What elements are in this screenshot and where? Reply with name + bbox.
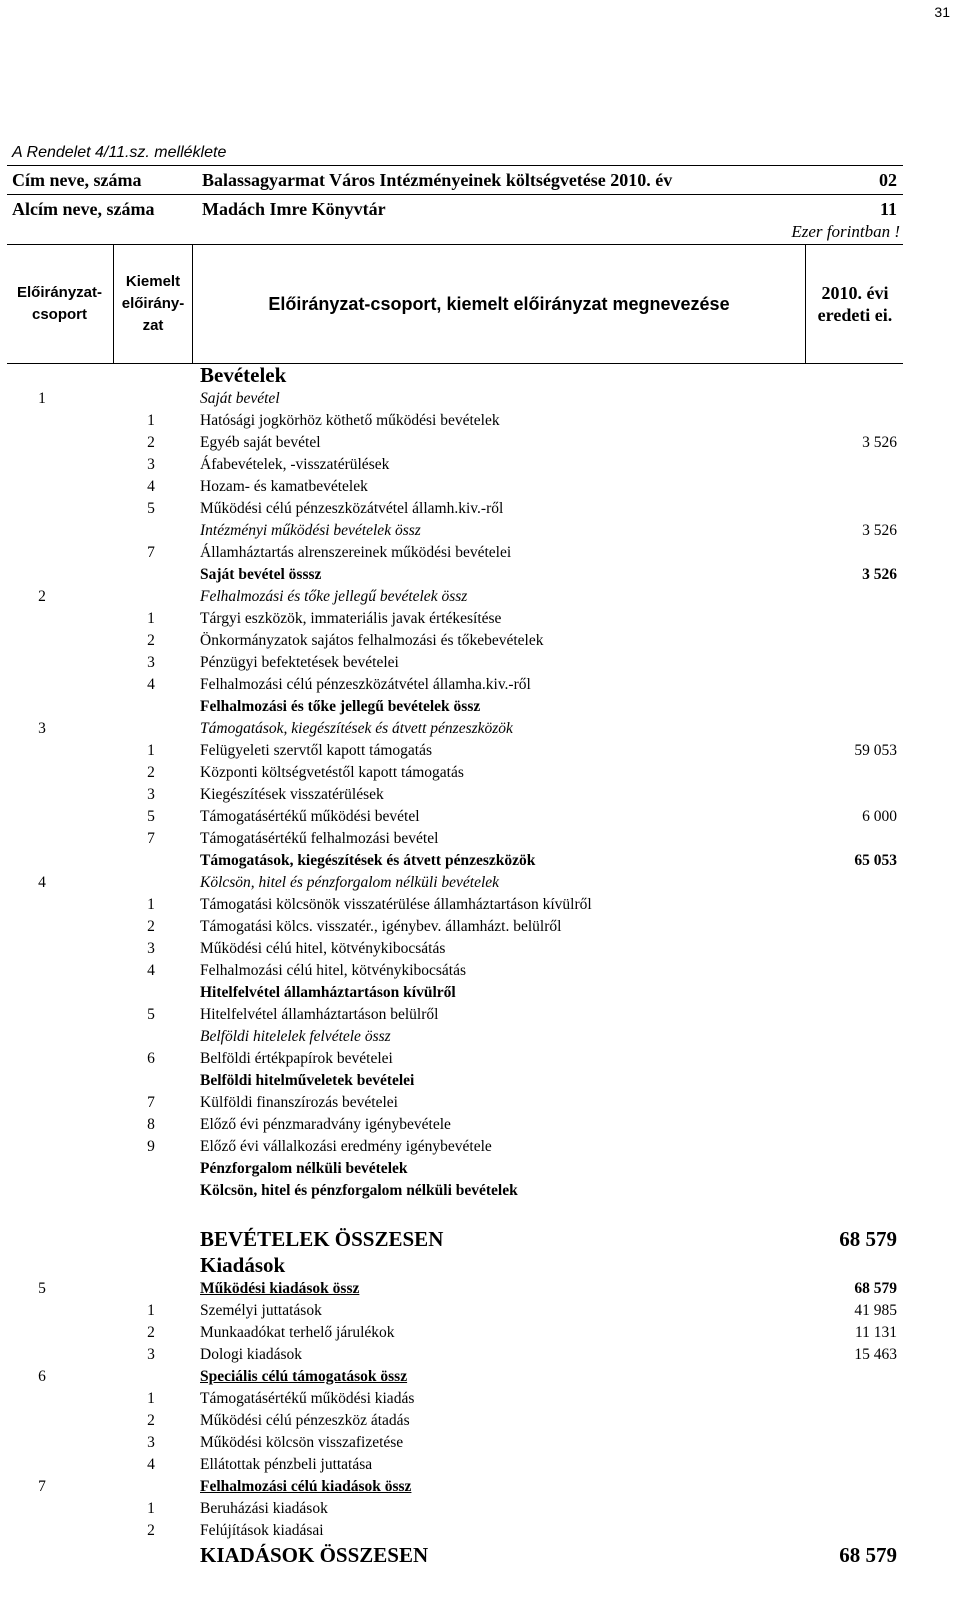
table-row bbox=[7, 410, 903, 432]
page-number: 31 bbox=[934, 4, 950, 20]
row-subcategory: 1 bbox=[147, 896, 155, 913]
row-name: Hitelfelvétel államháztartáson belülről bbox=[200, 1006, 439, 1023]
table-row bbox=[7, 1520, 903, 1542]
row-amount: 59 053 bbox=[854, 742, 897, 759]
row-amount: 15 463 bbox=[854, 1346, 897, 1363]
row-name: KIADÁSOK ÖSSZESEN bbox=[200, 1543, 429, 1567]
table-row bbox=[7, 850, 903, 872]
row-subcategory: 2 bbox=[147, 632, 155, 649]
table-row bbox=[7, 1344, 903, 1366]
table-row bbox=[7, 1388, 903, 1410]
row-name: Központi költségvetéstől kapott támogatás bbox=[200, 764, 464, 781]
row-name: Egyéb saját bevétel bbox=[200, 434, 321, 451]
row-subcategory: 3 bbox=[147, 1434, 155, 1451]
table-row bbox=[7, 652, 903, 674]
row-name: Önkormányzatok sajátos felhalmozási és tőkebevételek bbox=[200, 632, 544, 649]
title-label: Cím neve, száma bbox=[12, 170, 142, 190]
row-amount: 68 579 bbox=[839, 1543, 897, 1567]
row-subcategory: 4 bbox=[147, 962, 155, 979]
row-amount: 3 526 bbox=[862, 522, 897, 539]
column-header-name bbox=[192, 245, 805, 363]
table-row bbox=[7, 1432, 903, 1454]
row-name: BEVÉTELEK ÖSSZESEN bbox=[200, 1227, 444, 1251]
table-row bbox=[7, 1278, 903, 1300]
table-row bbox=[7, 1158, 903, 1180]
row-subcategory: 1 bbox=[147, 1500, 155, 1517]
row-name: Bevételek bbox=[200, 363, 287, 387]
row-name: Felhalmozási célú hitel, kötvénykibocsátás bbox=[200, 962, 467, 979]
row-name: Támogatásértékű működési bevétel bbox=[200, 808, 420, 825]
table-row bbox=[7, 1180, 903, 1202]
row-subcategory: 7 bbox=[147, 830, 155, 847]
row-subcategory: 2 bbox=[147, 1324, 155, 1341]
subtitle-row bbox=[7, 194, 903, 223]
row-name: Kölcsön, hitel és pénzforgalom nélküli bevételek bbox=[200, 1182, 518, 1199]
row-name: Belföldi hitelelek felvétele össz bbox=[200, 1028, 391, 1045]
table-row bbox=[7, 916, 903, 938]
column-name-label: Előirányzat-csoport, kiemelt előirányzat megnevezése bbox=[268, 293, 730, 314]
table-row bbox=[7, 806, 903, 828]
table-row bbox=[7, 1226, 903, 1252]
row-name: Hitelfelvétel államháztartáson kívülről bbox=[200, 984, 456, 1001]
table-row bbox=[7, 1092, 903, 1114]
table-row bbox=[7, 1202, 903, 1226]
table-row bbox=[7, 432, 903, 454]
row-category: 5 bbox=[38, 1280, 46, 1297]
table-row bbox=[7, 608, 903, 630]
row-name: Működési célú pénzeszközátvétel államh.kiv.-ről bbox=[200, 500, 504, 517]
row-name: Működési célú hitel, kötvénykibocsátás bbox=[200, 940, 446, 957]
row-name: Saját bevétel bbox=[200, 390, 280, 407]
row-subcategory: 7 bbox=[147, 1094, 155, 1111]
table-row bbox=[7, 740, 903, 762]
table-row bbox=[7, 1252, 903, 1278]
table-row bbox=[7, 520, 903, 542]
row-name: Támogatási kölcsönök visszatérülése államháztartáson kívülről bbox=[200, 896, 592, 913]
row-amount: 3 526 bbox=[862, 566, 897, 583]
row-name: Kiadások bbox=[200, 1253, 286, 1277]
row-name: Támogatások, kiegészítések és átvett pénzeszközök bbox=[200, 852, 536, 869]
row-subcategory: 3 bbox=[147, 456, 155, 473]
row-amount: 68 579 bbox=[854, 1280, 897, 1297]
column-header-group bbox=[7, 245, 112, 363]
row-name: Hatósági jogkörhöz köthető működési bevételek bbox=[200, 412, 500, 429]
table-row bbox=[7, 498, 903, 520]
title-code: 02 bbox=[879, 170, 897, 190]
title-value: Balassagyarmat Város Intézményeinek költségvetése 2010. év bbox=[202, 170, 673, 190]
table-row bbox=[7, 718, 903, 740]
row-name: Hozam- és kamatbevételek bbox=[200, 478, 368, 495]
row-name: Pénzforgalom nélküli bevételek bbox=[200, 1160, 408, 1177]
row-subcategory: 2 bbox=[147, 434, 155, 451]
row-subcategory: 5 bbox=[147, 500, 155, 517]
row-subcategory: 4 bbox=[147, 676, 155, 693]
table-row bbox=[7, 1322, 903, 1344]
row-name: Támogatásértékű felhalmozási bevétel bbox=[200, 830, 439, 847]
column-header-amount bbox=[805, 245, 904, 363]
column-header bbox=[7, 244, 903, 364]
row-category: 6 bbox=[38, 1368, 46, 1385]
row-name: Áfabevételek, -visszatérülések bbox=[200, 456, 390, 473]
table-row bbox=[7, 586, 903, 608]
table-row bbox=[7, 960, 903, 982]
table-row bbox=[7, 1542, 903, 1568]
row-subcategory: 4 bbox=[147, 478, 155, 495]
table-row bbox=[7, 1366, 903, 1388]
column-highlighted-label: Kiemelt előirány-zat bbox=[121, 273, 185, 334]
table-row bbox=[7, 696, 903, 718]
table-row bbox=[7, 476, 903, 498]
row-name: Külföldi finanszírozás bevételei bbox=[200, 1094, 398, 1111]
row-subcategory: 2 bbox=[147, 1412, 155, 1429]
row-subcategory: 1 bbox=[147, 1302, 155, 1319]
row-name: Működési kölcsön visszafizetése bbox=[200, 1434, 404, 1451]
row-subcategory: 3 bbox=[147, 1346, 155, 1363]
table-row bbox=[7, 674, 903, 696]
table-row bbox=[7, 982, 903, 1004]
row-name: Felújítások kiadásai bbox=[200, 1522, 324, 1539]
row-subcategory: 6 bbox=[147, 1050, 155, 1067]
row-category: 1 bbox=[38, 390, 46, 407]
table-row bbox=[7, 938, 903, 960]
row-amount: 6 000 bbox=[862, 808, 897, 825]
row-subcategory: 8 bbox=[147, 1116, 155, 1133]
table-row bbox=[7, 784, 903, 806]
row-name: Saját bevétel össsz bbox=[200, 566, 322, 583]
column-group-label: Előirányzat-csoport bbox=[16, 284, 103, 323]
row-category: 7 bbox=[38, 1478, 46, 1495]
row-name: Felhalmozási célú pénzeszközátvétel államha.kiv.-ről bbox=[200, 676, 531, 693]
title-row bbox=[7, 165, 903, 194]
unit-note: Ezer forintban ! bbox=[791, 222, 900, 241]
row-subcategory: 5 bbox=[147, 808, 155, 825]
row-name: Dologi kiadások bbox=[200, 1346, 303, 1363]
row-name: Belföldi hitelműveletek bevételei bbox=[200, 1072, 415, 1089]
row-amount: 41 985 bbox=[854, 1302, 897, 1319]
row-name: Működési célú pénzeszköz átadás bbox=[200, 1412, 410, 1429]
row-name: Előző évi vállalkozási eredmény igénybevétele bbox=[200, 1138, 492, 1155]
table-row bbox=[7, 1498, 903, 1520]
row-subcategory: 2 bbox=[147, 764, 155, 781]
table-row bbox=[7, 1410, 903, 1432]
subtitle-code: 11 bbox=[879, 199, 897, 219]
row-subcategory: 9 bbox=[147, 1138, 155, 1155]
table-row bbox=[7, 1454, 903, 1476]
row-name: Kiegészítések visszatérülések bbox=[200, 786, 384, 803]
row-name: Intézményi működési bevételek össz bbox=[200, 522, 421, 539]
row-category: 4 bbox=[38, 874, 46, 891]
row-subcategory: 3 bbox=[147, 940, 155, 957]
table-row bbox=[7, 630, 903, 652]
table-row bbox=[7, 1136, 903, 1158]
row-name: Ellátottak pénzbeli juttatása bbox=[200, 1456, 373, 1473]
table-row bbox=[7, 542, 903, 564]
row-name: Pénzügyi befektetések bevételei bbox=[200, 654, 399, 671]
row-category: 3 bbox=[38, 720, 46, 737]
table-row bbox=[7, 1300, 903, 1322]
row-subcategory: 1 bbox=[147, 610, 155, 627]
row-subcategory: 7 bbox=[147, 544, 155, 561]
column-amount-label: 2010. évi eredeti ei. bbox=[817, 283, 893, 325]
table-row bbox=[7, 1070, 903, 1092]
table-row bbox=[7, 1048, 903, 1070]
row-name: Személyi juttatások bbox=[200, 1302, 322, 1319]
row-name: Munkaadókat terhelő járulékok bbox=[200, 1324, 395, 1341]
row-name: Beruházási kiadások bbox=[200, 1500, 328, 1517]
table-row bbox=[7, 828, 903, 850]
row-amount: 11 131 bbox=[854, 1324, 897, 1341]
row-name: Működési kiadások össz bbox=[200, 1280, 360, 1297]
table-row bbox=[7, 762, 903, 784]
table-row bbox=[7, 1114, 903, 1136]
column-header-highlighted bbox=[113, 245, 192, 363]
table-row bbox=[7, 388, 903, 410]
decree-reference: A Rendelet 4/11.sz. melléklete bbox=[12, 144, 227, 161]
row-subcategory: 2 bbox=[147, 1522, 155, 1539]
row-subcategory: 2 bbox=[147, 918, 155, 935]
row-name: Támogatások, kiegészítések és átvett pénzeszközök bbox=[200, 720, 513, 737]
row-subcategory: 3 bbox=[147, 786, 155, 803]
row-name: Támogatásértékű működési kiadás bbox=[200, 1390, 415, 1407]
row-category: 2 bbox=[38, 588, 46, 605]
row-name: Felhalmozási és tőke jellegű bevételek össz bbox=[200, 698, 481, 715]
row-subcategory: 5 bbox=[147, 1006, 155, 1023]
row-name: Tárgyi eszközök, immateriális javak értékesítése bbox=[200, 610, 502, 627]
row-name: Speciális célú támogatások össz bbox=[200, 1368, 408, 1385]
row-name: Felhalmozási és tőke jellegű bevételek össz bbox=[200, 588, 468, 605]
row-amount: 68 579 bbox=[839, 1227, 897, 1251]
row-name: Államháztartás alrenszereinek működési bevételei bbox=[200, 544, 512, 561]
table-row bbox=[7, 454, 903, 476]
table-row bbox=[7, 894, 903, 916]
row-subcategory: 1 bbox=[147, 1390, 155, 1407]
table-row bbox=[7, 1026, 903, 1048]
row-name: Felhalmozási célú kiadások össz bbox=[200, 1478, 412, 1495]
row-amount: 65 053 bbox=[854, 852, 897, 869]
row-name: Kölcsön, hitel és pénzforgalom nélküli bevételek bbox=[200, 874, 500, 891]
row-subcategory: 3 bbox=[147, 654, 155, 671]
subtitle-label: Alcím neve, száma bbox=[12, 199, 155, 219]
row-name: Belföldi értékpapírok bevételei bbox=[200, 1050, 393, 1067]
table-row bbox=[7, 362, 903, 388]
table-row bbox=[7, 564, 903, 586]
budget-table bbox=[7, 362, 903, 1568]
table-row bbox=[7, 1004, 903, 1026]
row-subcategory: 4 bbox=[147, 1456, 155, 1473]
row-name: Előző évi pénzmaradvány igénybevétele bbox=[200, 1116, 451, 1133]
table-row bbox=[7, 1476, 903, 1498]
subtitle-value: Madách Imre Könyvtár bbox=[202, 199, 386, 219]
row-name: Felügyeleti szervtől kapott támogatás bbox=[200, 742, 433, 759]
row-amount: 3 526 bbox=[862, 434, 897, 451]
table-row bbox=[7, 872, 903, 894]
row-name: Támogatási kölcs. visszatér., igénybev. államházt. belülről bbox=[200, 918, 562, 935]
row-subcategory: 1 bbox=[147, 412, 155, 429]
row-subcategory: 1 bbox=[147, 742, 155, 759]
